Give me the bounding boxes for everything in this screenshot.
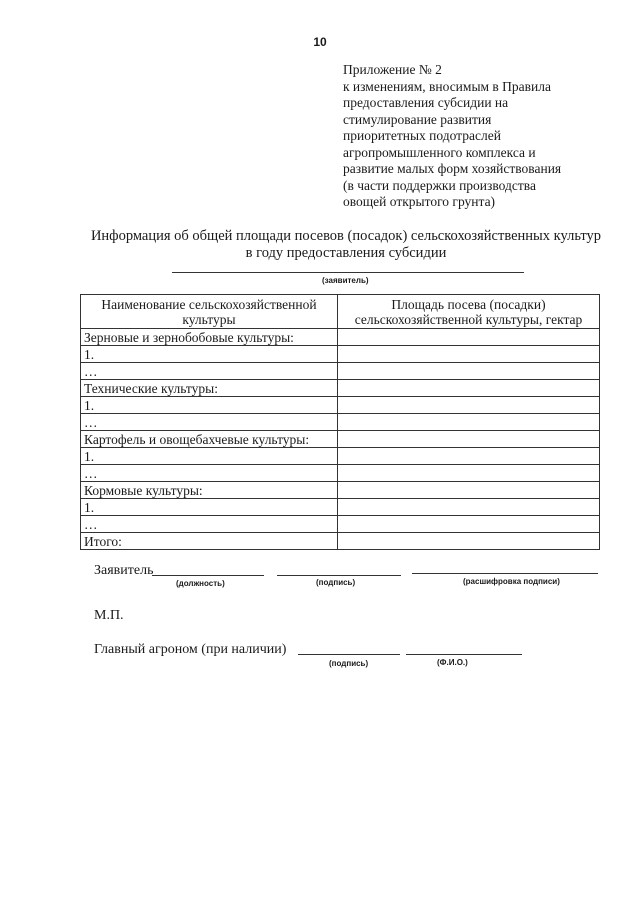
area-cell[interactable]	[338, 380, 600, 397]
crop-cell[interactable]: …	[81, 363, 338, 380]
table-row	[81, 346, 600, 363]
table-row	[81, 533, 600, 550]
area-cell[interactable]	[338, 363, 600, 380]
applicant-label: Заявитель	[94, 563, 154, 578]
appendix-line: развитие малых форм хозяйствования	[343, 161, 562, 176]
position-field[interactable]	[152, 575, 264, 576]
area-cell[interactable]	[338, 329, 600, 346]
agronomist-name-field[interactable]	[406, 654, 522, 655]
area-cell[interactable]	[338, 346, 600, 363]
table-row	[81, 465, 600, 482]
column-header-crop: Наименование сельскохозяйственной культуры	[81, 295, 338, 329]
crop-cell[interactable]: …	[81, 414, 338, 431]
position-caption: (должность)	[176, 579, 225, 588]
crop-cell[interactable]: 1.	[81, 499, 338, 516]
appendix-line: агропромышленного комплекса и	[343, 144, 536, 160]
area-cell[interactable]	[338, 465, 600, 482]
crop-cell: Кормовые культуры:	[81, 482, 338, 499]
page-number: 10	[313, 35, 327, 49]
column-header-area: Площадь посева (посадки) сельскохозяйственной культуры, гектар	[338, 295, 600, 329]
seal-mark: М.П.	[94, 608, 124, 623]
crop-cell: Картофель и овощебахчевые культуры:	[81, 431, 338, 448]
table-row	[81, 431, 600, 448]
agronomist-name-caption: (Ф.И.О.)	[437, 658, 468, 667]
area-cell[interactable]	[338, 499, 600, 516]
crop-cell[interactable]: 1.	[81, 346, 338, 363]
area-cell[interactable]	[338, 516, 600, 533]
appendix-line: стимулирование развития	[343, 111, 492, 127]
table-row	[81, 482, 600, 499]
crops-area-table	[80, 294, 600, 550]
table-row	[81, 516, 600, 533]
crop-cell: Итого:	[81, 533, 338, 550]
agronomist-signature-caption: (подпись)	[329, 659, 369, 668]
title-line: Информация об общей площади посевов (посадок) сельскохозяйственных культур	[90, 228, 602, 244]
appendix-block	[343, 62, 561, 211]
agronomist-signature-field[interactable]	[298, 654, 400, 655]
area-cell[interactable]	[338, 533, 600, 550]
crop-cell: Технические культуры:	[81, 380, 338, 397]
decoding-caption: (расшифровка подписи)	[463, 577, 560, 586]
appendix-line: приоритетных подотраслей	[343, 128, 501, 143]
signature-decoding-field[interactable]	[412, 573, 598, 574]
table-row	[81, 380, 600, 397]
applicant-caption: (заявитель)	[322, 276, 369, 285]
area-cell[interactable]	[338, 397, 600, 414]
title-line: в году предоставления субсидии	[245, 245, 447, 261]
area-cell[interactable]	[338, 448, 600, 465]
crop-cell: Зерновые и зернобобовые культуры:	[81, 329, 338, 346]
table-row	[81, 499, 600, 516]
appendix-line: (в части поддержки производства	[343, 177, 536, 193]
appendix-line: овощей открытого грунта)	[343, 194, 496, 209]
table-header-row	[81, 295, 600, 329]
area-cell[interactable]	[338, 414, 600, 431]
table-row	[81, 397, 600, 414]
appendix-line: Приложение № 2	[343, 62, 442, 77]
signature-field[interactable]	[277, 575, 401, 576]
crop-cell[interactable]: 1.	[81, 397, 338, 414]
table-row	[81, 448, 600, 465]
table-row	[81, 329, 600, 346]
crop-cell[interactable]: 1.	[81, 448, 338, 465]
document-title	[0, 228, 640, 262]
appendix-line: к изменениям, вносимым в Правила	[343, 78, 552, 94]
signature-caption: (подпись)	[316, 578, 356, 587]
agronomist-label: Главный агроном (при наличии)	[94, 642, 287, 657]
area-cell[interactable]	[338, 431, 600, 448]
crop-cell[interactable]: …	[81, 516, 338, 533]
applicant-field[interactable]	[172, 272, 524, 273]
area-cell[interactable]	[338, 482, 600, 499]
table-row	[81, 363, 600, 380]
crop-cell[interactable]: …	[81, 465, 338, 482]
table-row	[81, 414, 600, 431]
appendix-line: предоставления субсидии на	[343, 95, 509, 110]
